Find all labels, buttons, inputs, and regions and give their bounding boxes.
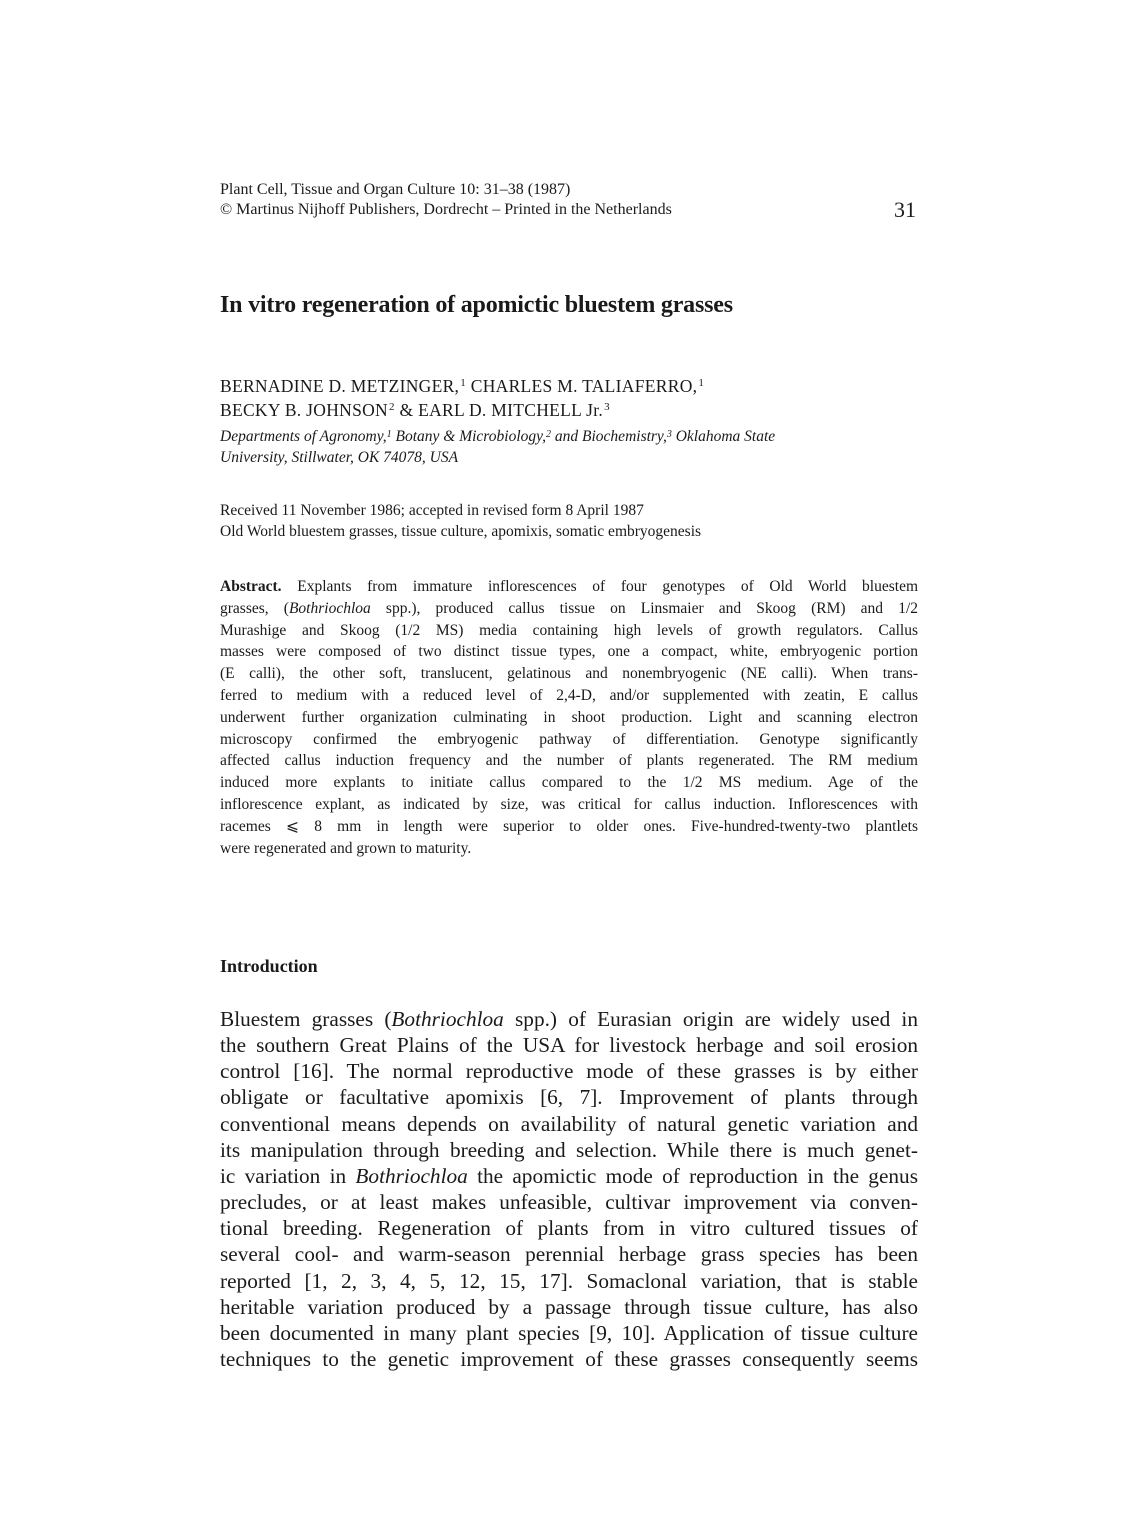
author-list bbox=[220, 374, 920, 422]
affiliation-marker: 3 bbox=[604, 401, 610, 413]
text-line-content: induced more explants to initiate callus compared to the 1/2 MS medium. Age of the bbox=[220, 774, 918, 792]
text-line-content: heritable variation produced by a passage through tissue culture, has also bbox=[220, 1294, 918, 1319]
text-line bbox=[220, 1215, 918, 1241]
text-line-content: the southern Great Plains of the USA for livestock herbage and soil erosion bbox=[220, 1033, 918, 1058]
genus-name: Bothriochloa bbox=[288, 599, 371, 617]
affiliation-marker: 1 bbox=[386, 429, 392, 440]
text-line-content: several cool- and warm-season perennial herbage grass species has been bbox=[220, 1242, 918, 1267]
text-line-content: inflorescence explant, as indicated by size, was critical for callus induction. Inflorescences with bbox=[220, 795, 918, 813]
text-line bbox=[220, 750, 918, 772]
department: Departments of Agronomy, bbox=[220, 428, 387, 445]
journal-citation bbox=[220, 180, 900, 220]
text-line-content: microscopy confirmed the embryogenic pathway of differentiation. Genotype significantly bbox=[220, 730, 918, 748]
text-line-content: grasses, (Bothriochloa spp.), produced callus tissue on Linsmaier and Skoog (RM) and 1/2 bbox=[220, 599, 919, 617]
journal-line: Plant Cell, Tissue and Organ Culture 10: 31–38 (1987) bbox=[220, 181, 571, 198]
text-line bbox=[220, 620, 918, 642]
text-line bbox=[220, 598, 918, 620]
text-line-content: racemes ⩽ 8 mm in length were superior to older ones. Five-hundred-twenty-two plantlets bbox=[220, 817, 918, 835]
text-line bbox=[220, 641, 918, 663]
author-name: CHARLES M. TALIAFERRO, bbox=[466, 376, 698, 396]
text-line-content: ferred to medium with a reduced level of 2,4-D, and/or supplemented with zeatin, E callus bbox=[220, 686, 918, 704]
text-line bbox=[220, 1006, 918, 1032]
genus-name: Bothriochloa bbox=[391, 1007, 504, 1031]
institution: Oklahoma State bbox=[671, 428, 776, 445]
text-line bbox=[220, 1111, 918, 1137]
text-line bbox=[220, 1294, 918, 1320]
text-line bbox=[220, 838, 918, 860]
keywords: Old World bluestem grasses, tissue culture, apomixis, somatic embryogenesis bbox=[220, 523, 702, 540]
department: and Biochemistry, bbox=[551, 428, 667, 445]
author-name: BERNADINE D. METZINGER, bbox=[220, 376, 460, 396]
text-line-content: techniques to the genetic improvement of these grasses consequently seems bbox=[220, 1347, 918, 1372]
author-line bbox=[220, 398, 920, 422]
received-date: Received 11 November 1986; accepted in revised form 8 April 1987 bbox=[220, 502, 644, 519]
text-line bbox=[220, 772, 918, 794]
text-line bbox=[220, 663, 918, 685]
affiliation-line bbox=[220, 426, 920, 447]
page-number: 31 bbox=[894, 197, 916, 222]
department: Botany & Microbiology, bbox=[391, 428, 547, 445]
text-line bbox=[220, 1058, 918, 1084]
text-line bbox=[220, 707, 918, 729]
text-line-content: were regenerated and grown to maturity. bbox=[220, 839, 472, 857]
affiliation-marker: 2 bbox=[546, 429, 552, 440]
genus-name: Bothriochloa bbox=[355, 1163, 468, 1188]
affiliation-marker: 1 bbox=[698, 377, 705, 389]
text-line bbox=[220, 729, 918, 751]
text-line-content: (E calli), the other soft, translucent, gelatinous and nonembryogenic (NE calli). When trans- bbox=[220, 665, 918, 683]
dates-and-keywords bbox=[220, 500, 920, 542]
text-line bbox=[220, 1189, 918, 1215]
affiliation bbox=[220, 426, 920, 468]
text-line-content: Explants from immature inflorescences of four genotypes of Old World bluestem bbox=[297, 578, 919, 595]
text-line-content: affected callus induction frequency and the number of plants regenerated. The RM medium bbox=[220, 752, 918, 770]
text-line-content: obligate or facultative apomixis [6, 7]. Improvement of plants through bbox=[220, 1085, 918, 1110]
text-line-content: conventional means depends on availability of natural genetic variation and bbox=[220, 1111, 918, 1136]
text-line bbox=[220, 685, 918, 707]
text-line bbox=[220, 1137, 918, 1163]
author-name: BECKY B. JOHNSON bbox=[220, 400, 388, 420]
article-title: In vitro regeneration of apomictic bluestem grasses bbox=[220, 292, 733, 318]
affiliation-marker: 1 bbox=[460, 377, 467, 389]
text-line-content: masses were composed of two distinct tissue types, one a compact, white, embryogenic portion bbox=[220, 643, 918, 661]
text-line-content: underwent further organization culminating in shoot production. Light and scanning electron bbox=[220, 708, 918, 726]
abstract-label: Abstract. bbox=[220, 578, 282, 595]
text-line-content: precludes, or at least makes unfeasible, cultivar improvement via conven- bbox=[220, 1190, 918, 1215]
text-line-content: reported [1, 2, 3, 4, 5, 12, 15, 17]. Somaclonal variation, that is stable bbox=[220, 1268, 918, 1293]
text-line-content: Bluestem grasses (Bothriochloa spp.) of Eurasian origin are widely used in bbox=[220, 1007, 918, 1031]
text-line bbox=[220, 1084, 918, 1110]
affiliation-line: University, Stillwater, OK 74078, USA bbox=[220, 449, 459, 466]
copyright-line: © Martinus Nijhoff Publishers, Dordrecht – Printed in the Netherlands bbox=[220, 201, 672, 218]
text-line bbox=[220, 1032, 918, 1058]
text-line bbox=[220, 1346, 918, 1372]
text-line bbox=[220, 794, 918, 816]
text-line bbox=[220, 1268, 918, 1294]
text-line-content: tional breeding. Regeneration of plants from in vitro cultured tissues of bbox=[220, 1216, 918, 1241]
text-line-content: been documented in many plant species [9, 10]. Application of tissue culture bbox=[220, 1320, 918, 1345]
text-line bbox=[220, 1320, 918, 1346]
introduction-body bbox=[220, 1006, 918, 1372]
abstract bbox=[220, 576, 918, 859]
text-line-content: Murashige and Skoog (1/2 MS) media containing high levels of growth regulators. Callus bbox=[220, 621, 918, 639]
text-line bbox=[220, 816, 918, 838]
affiliation-marker: 3 bbox=[666, 429, 672, 440]
text-line-content: ic variation in Bothriochloa the apomictic mode of reproduction in the genus bbox=[220, 1163, 918, 1188]
author-name: & EARL D. MITCHELL Jr. bbox=[394, 400, 604, 420]
section-heading-introduction: Introduction bbox=[220, 956, 318, 976]
text-line-content: control [16]. The normal reproductive mode of these grasses is by either bbox=[220, 1059, 918, 1084]
text-line-content: its manipulation through breeding and selection. While there is much genet- bbox=[220, 1137, 918, 1162]
text-line bbox=[220, 1163, 918, 1189]
author-line bbox=[220, 374, 920, 398]
text-line bbox=[220, 576, 918, 598]
text-line bbox=[220, 1241, 918, 1267]
affiliation-marker: 2 bbox=[389, 401, 395, 413]
